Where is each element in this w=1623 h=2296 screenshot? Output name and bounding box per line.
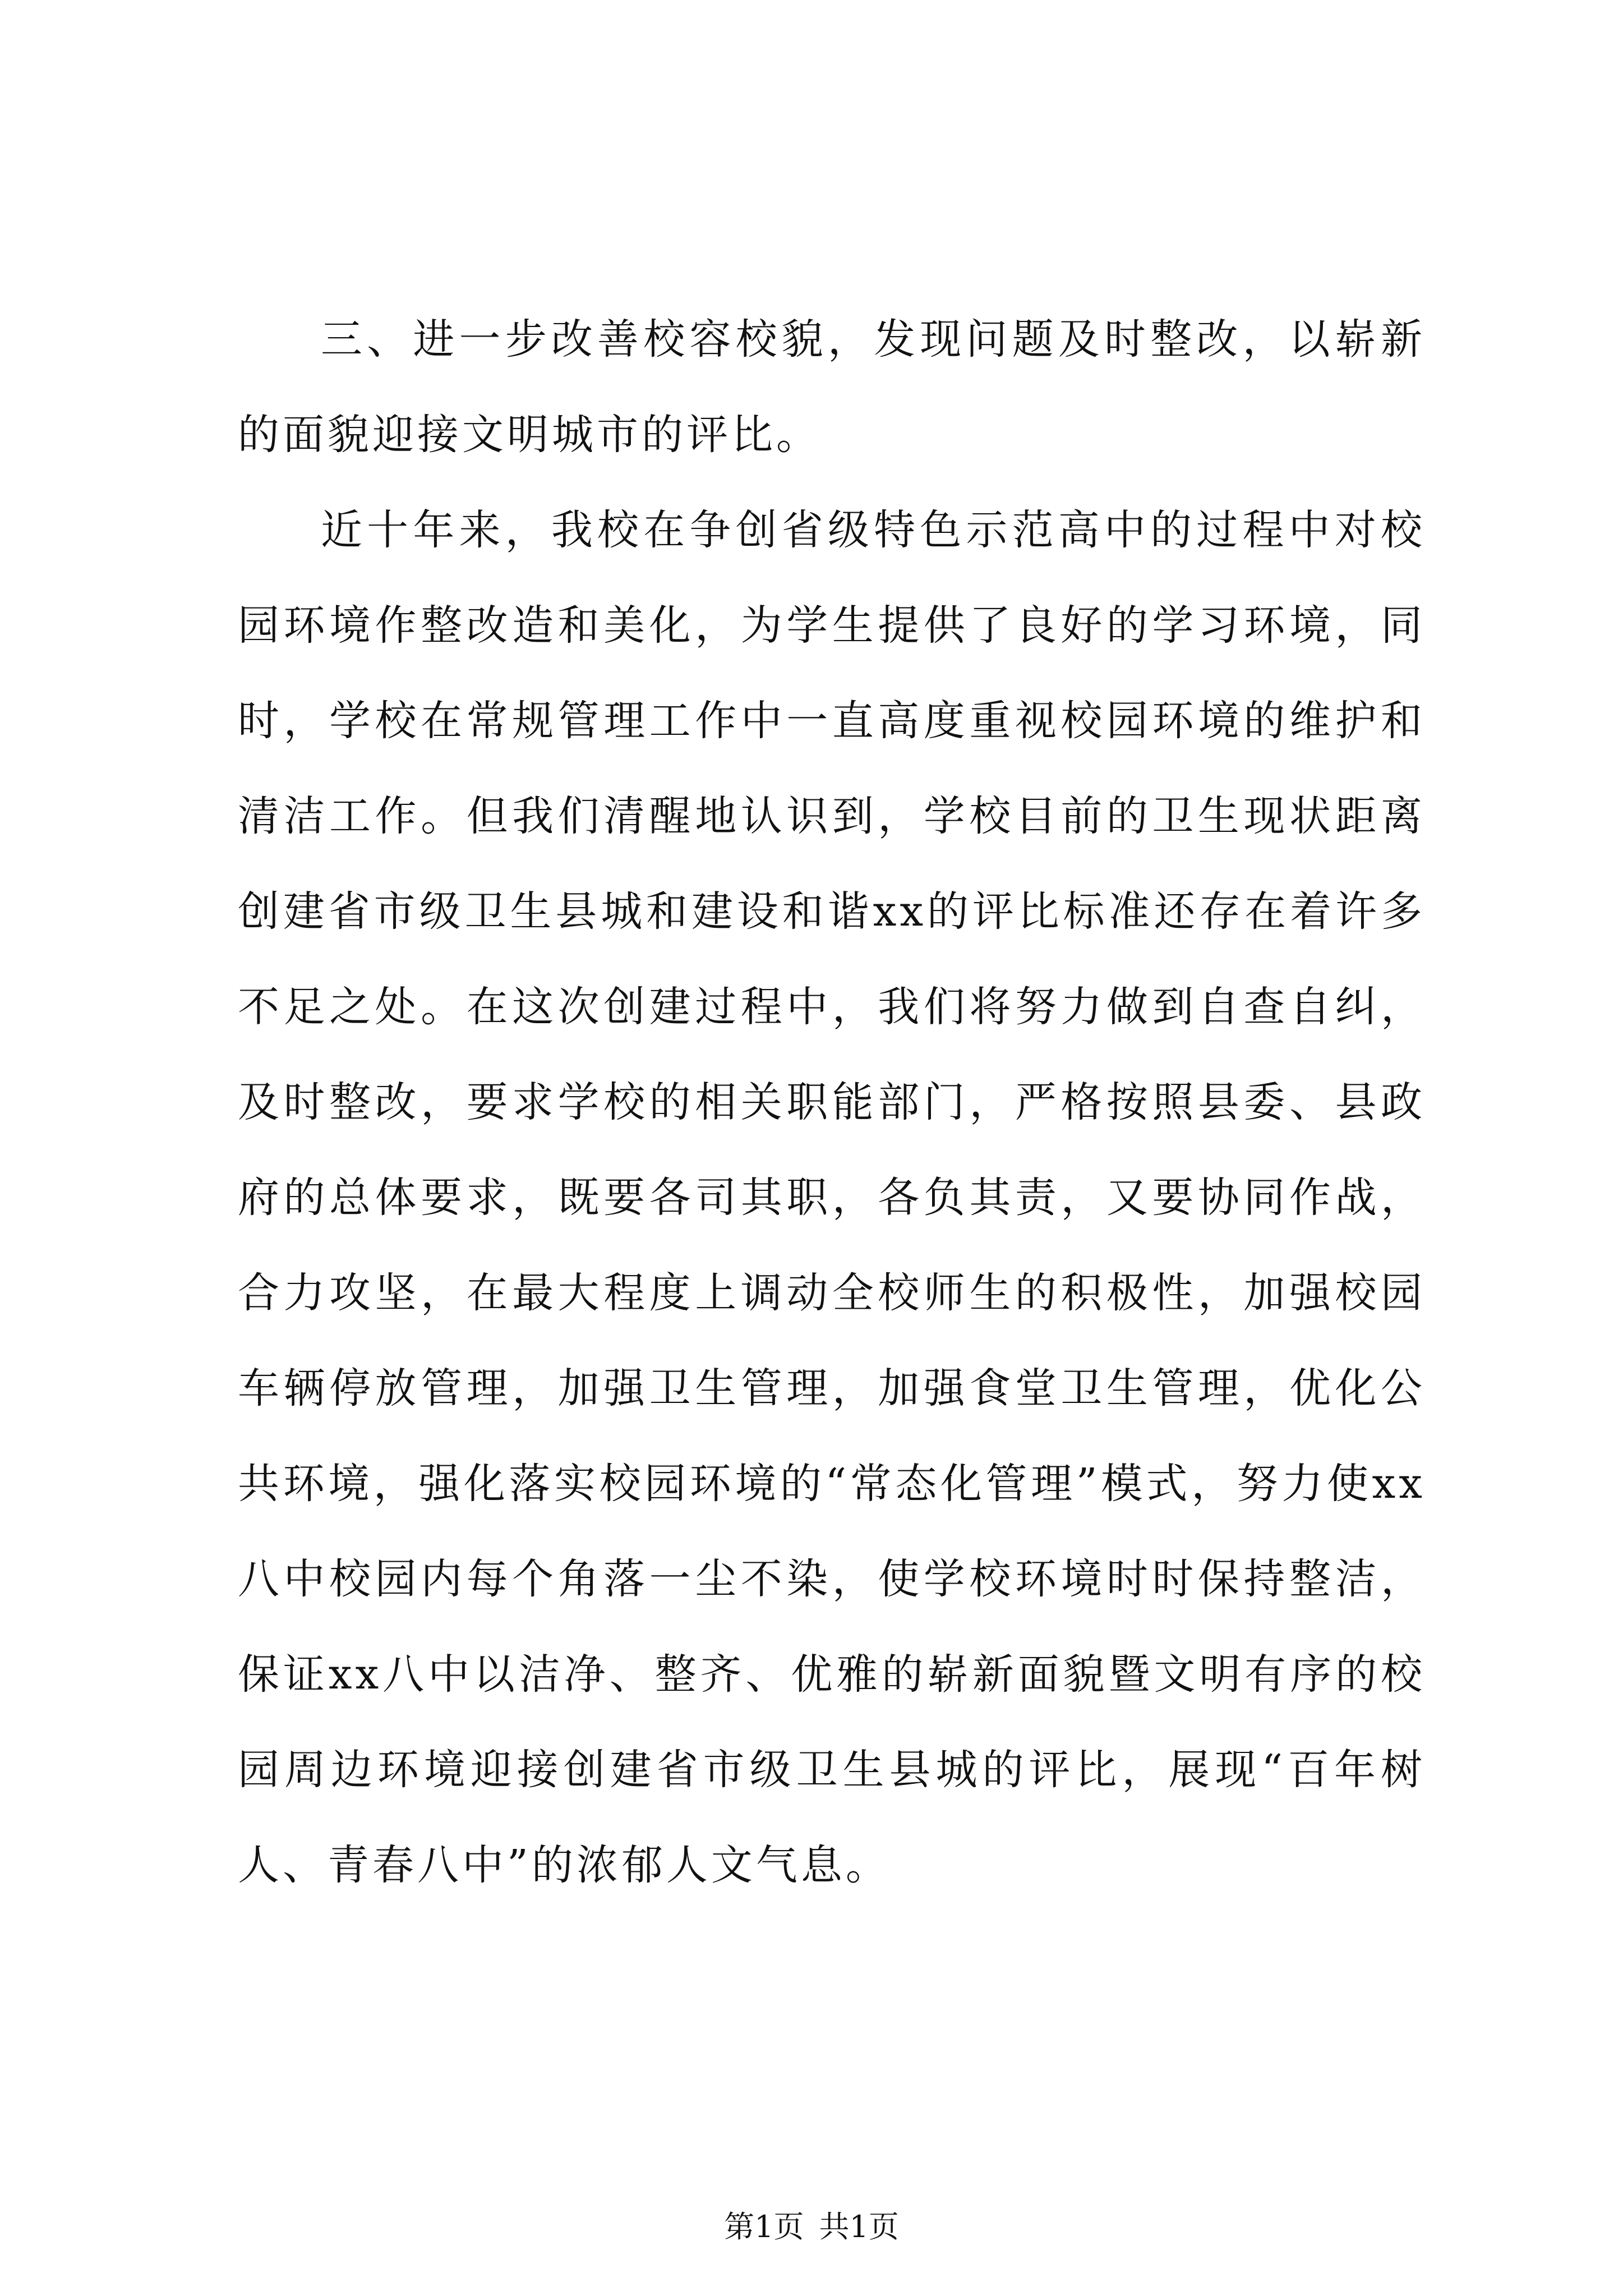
page-total: 共1页 bbox=[819, 2209, 899, 2244]
page-footer bbox=[0, 2205, 1623, 2249]
paragraph-section-three: 三、进一步改善校容校貌，发现问题及时整改，以崭新的面貌迎接文明城市的评比。 bbox=[238, 315, 1426, 459]
document-body bbox=[238, 292, 1426, 1913]
page-number: 第1页 bbox=[724, 2209, 804, 2244]
paragraph-environment: 近十年来，我校在争创省级特色示范高中的过程中对校园环境作整改造和美化，为学生提供了良好的学习环境，同时，学校在常规管理工作中一直高度重视校园环境的维护和清洁工作。但我们清醒地认识到，学校目前的卫生现状距离创建省市级卫生县城和建设和谐xx的评比标准还存在着许多不足之处。在这次创建过程中，我们将努力做到自查自纠，及时整改，要求学校的相关职能部门，严格按照县委、县政府的总体要求，既要各司其职，各负其责，又要协同作战，合力攻坚，在最大程度上调动全校师生的积极性，加强校园车辆停放管理，加强卫生管理，加强食堂卫生管理，优化公共环境，强化落实校园环境的“常态化管理”模式，努力使xx八中校园内每个角落一尘不染，使学校环境时时保持整洁，保证xx八中以洁净、整齐、优雅的崭新面貌暨文明有序的校园周边环境迎接创建省市级卫生县城的评比，展现“百年树人、青春八中”的浓郁人文气息。 bbox=[238, 506, 1426, 1889]
